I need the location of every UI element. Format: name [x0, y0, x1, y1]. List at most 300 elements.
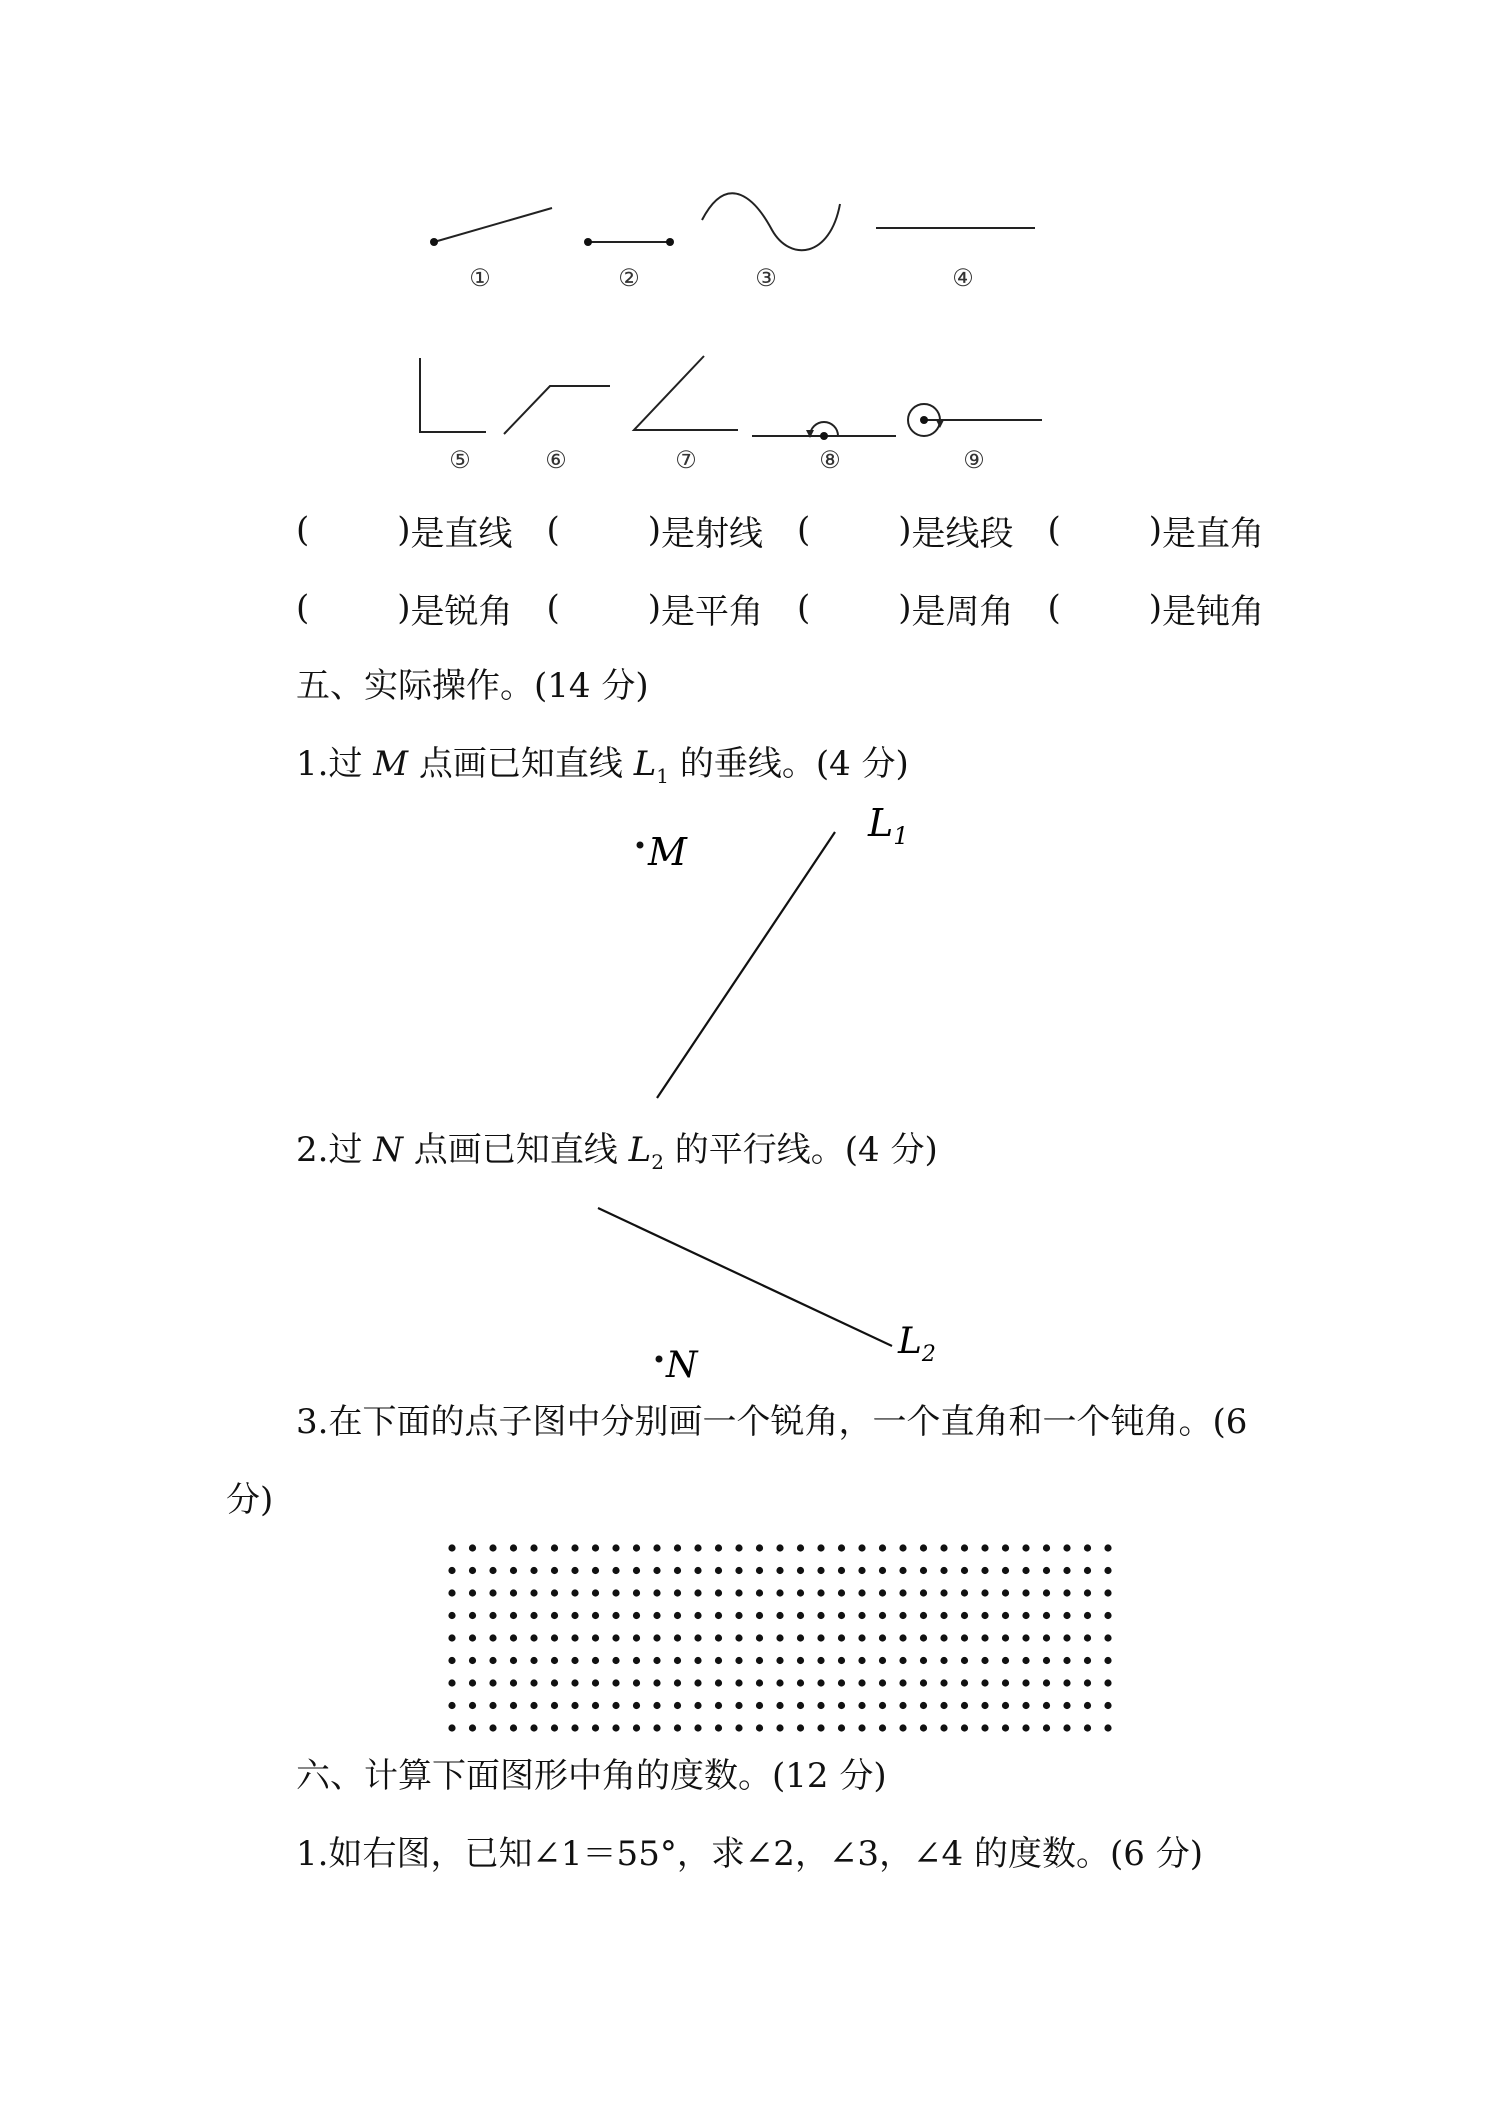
grid-dot[interactable] [694, 1544, 701, 1551]
grid-dot[interactable] [1022, 1567, 1029, 1574]
grid-dot[interactable] [510, 1612, 517, 1619]
grid-dot[interactable] [858, 1612, 865, 1619]
dot-grid[interactable] [440, 1540, 1120, 1740]
grid-dot[interactable] [797, 1612, 804, 1619]
grid-dot[interactable] [838, 1567, 845, 1574]
grid-dot[interactable] [858, 1634, 865, 1641]
grid-dot[interactable] [715, 1634, 722, 1641]
grid-dot[interactable] [1084, 1679, 1091, 1686]
grid-dot[interactable] [489, 1544, 496, 1551]
grid-dot[interactable] [838, 1702, 845, 1709]
grid-dot[interactable] [469, 1679, 476, 1686]
grid-dot[interactable] [920, 1702, 927, 1709]
grid-dot[interactable] [489, 1679, 496, 1686]
grid-dot[interactable] [489, 1612, 496, 1619]
grid-dot[interactable] [817, 1612, 824, 1619]
grid-dot[interactable] [756, 1589, 763, 1596]
grid-dot[interactable] [899, 1589, 906, 1596]
grid-dot[interactable] [1002, 1724, 1009, 1731]
grid-dot[interactable] [571, 1544, 578, 1551]
grid-dot[interactable] [776, 1679, 783, 1686]
grid-dot[interactable] [571, 1589, 578, 1596]
grid-dot[interactable] [674, 1679, 681, 1686]
grid-dot[interactable] [530, 1724, 537, 1731]
grid-dot[interactable] [817, 1657, 824, 1664]
grid-dot[interactable] [1063, 1724, 1070, 1731]
grid-dot[interactable] [510, 1657, 517, 1664]
grid-dot[interactable] [899, 1702, 906, 1709]
grid-dot[interactable] [940, 1589, 947, 1596]
grid-dot[interactable] [1104, 1612, 1111, 1619]
grid-dot[interactable] [879, 1567, 886, 1574]
grid-dot[interactable] [838, 1634, 845, 1641]
grid-dot[interactable] [981, 1567, 988, 1574]
grid-dot[interactable] [1022, 1544, 1029, 1551]
grid-dot[interactable] [510, 1589, 517, 1596]
grid-dot[interactable] [571, 1612, 578, 1619]
grid-dot[interactable] [899, 1544, 906, 1551]
grid-dot[interactable] [1084, 1702, 1091, 1709]
grid-dot[interactable] [653, 1612, 660, 1619]
grid-dot[interactable] [920, 1612, 927, 1619]
grid-dot[interactable] [489, 1634, 496, 1641]
grid-dot[interactable] [920, 1634, 927, 1641]
grid-dot[interactable] [735, 1567, 742, 1574]
grid-dot[interactable] [694, 1724, 701, 1731]
grid-dot[interactable] [510, 1634, 517, 1641]
grid-dot[interactable] [920, 1724, 927, 1731]
grid-dot[interactable] [510, 1702, 517, 1709]
grid-dot[interactable] [1043, 1724, 1050, 1731]
grid-dot[interactable] [940, 1634, 947, 1641]
grid-dot[interactable] [1043, 1702, 1050, 1709]
grid-dot[interactable] [551, 1657, 558, 1664]
grid-dot[interactable] [530, 1544, 537, 1551]
grid-dot[interactable] [469, 1544, 476, 1551]
grid-dot[interactable] [469, 1702, 476, 1709]
grid-dot[interactable] [674, 1724, 681, 1731]
grid-dot[interactable] [940, 1724, 947, 1731]
grid-dot[interactable] [940, 1657, 947, 1664]
grid-dot[interactable] [961, 1612, 968, 1619]
grid-dot[interactable] [756, 1544, 763, 1551]
grid-dot[interactable] [1043, 1544, 1050, 1551]
grid-dot[interactable] [612, 1657, 619, 1664]
grid-dot[interactable] [489, 1724, 496, 1731]
grid-dot[interactable] [961, 1634, 968, 1641]
grid-dot[interactable] [530, 1589, 537, 1596]
grid-dot[interactable] [817, 1634, 824, 1641]
grid-dot[interactable] [1104, 1724, 1111, 1731]
grid-dot[interactable] [920, 1657, 927, 1664]
grid-dot[interactable] [838, 1724, 845, 1731]
grid-dot[interactable] [838, 1612, 845, 1619]
grid-dot[interactable] [715, 1657, 722, 1664]
grid-dot[interactable] [592, 1544, 599, 1551]
grid-dot[interactable] [653, 1544, 660, 1551]
grid-dot[interactable] [715, 1589, 722, 1596]
grid-dot[interactable] [920, 1544, 927, 1551]
grid-dot[interactable] [1063, 1679, 1070, 1686]
grid-dot[interactable] [961, 1679, 968, 1686]
grid-dot[interactable] [715, 1724, 722, 1731]
grid-dot[interactable] [1063, 1544, 1070, 1551]
grid-dot[interactable] [530, 1612, 537, 1619]
grid-dot[interactable] [756, 1679, 763, 1686]
grid-dot[interactable] [592, 1679, 599, 1686]
grid-dot[interactable] [961, 1724, 968, 1731]
grid-dot[interactable] [633, 1544, 640, 1551]
grid-dot[interactable] [879, 1724, 886, 1731]
grid-dot[interactable] [858, 1657, 865, 1664]
grid-dot[interactable] [879, 1679, 886, 1686]
grid-dot[interactable] [551, 1612, 558, 1619]
grid-dot[interactable] [612, 1567, 619, 1574]
grid-dot[interactable] [735, 1634, 742, 1641]
grid-dot[interactable] [1043, 1679, 1050, 1686]
grid-dot[interactable] [879, 1702, 886, 1709]
grid-dot[interactable] [797, 1589, 804, 1596]
grid-dot[interactable] [817, 1679, 824, 1686]
grid-dot[interactable] [838, 1544, 845, 1551]
grid-dot[interactable] [776, 1544, 783, 1551]
grid-dot[interactable] [715, 1544, 722, 1551]
grid-dot[interactable] [1063, 1567, 1070, 1574]
grid-dot[interactable] [571, 1634, 578, 1641]
grid-dot[interactable] [920, 1567, 927, 1574]
grid-dot[interactable] [694, 1634, 701, 1641]
grid-dot[interactable] [530, 1679, 537, 1686]
grid-dot[interactable] [1022, 1634, 1029, 1641]
grid-dot[interactable] [510, 1679, 517, 1686]
grid-dot[interactable] [797, 1702, 804, 1709]
grid-dot[interactable] [551, 1724, 558, 1731]
grid-dot[interactable] [1002, 1544, 1009, 1551]
grid-dot[interactable] [899, 1612, 906, 1619]
grid-dot[interactable] [489, 1567, 496, 1574]
grid-dot[interactable] [612, 1612, 619, 1619]
grid-dot[interactable] [940, 1567, 947, 1574]
grid-dot[interactable] [817, 1589, 824, 1596]
grid-dot[interactable] [1063, 1589, 1070, 1596]
grid-dot[interactable] [735, 1657, 742, 1664]
grid-dot[interactable] [981, 1634, 988, 1641]
grid-dot[interactable] [530, 1657, 537, 1664]
grid-dot[interactable] [879, 1657, 886, 1664]
grid-dot[interactable] [858, 1679, 865, 1686]
grid-dot[interactable] [448, 1657, 455, 1664]
grid-dot[interactable] [694, 1702, 701, 1709]
grid-dot[interactable] [694, 1612, 701, 1619]
grid-dot[interactable] [592, 1702, 599, 1709]
grid-dot[interactable] [1063, 1702, 1070, 1709]
grid-dot[interactable] [1002, 1679, 1009, 1686]
grid-dot[interactable] [1104, 1567, 1111, 1574]
grid-dot[interactable] [510, 1567, 517, 1574]
grid-dot[interactable] [1104, 1657, 1111, 1664]
grid-dot[interactable] [694, 1589, 701, 1596]
grid-dot[interactable] [940, 1679, 947, 1686]
grid-dot[interactable] [1022, 1724, 1029, 1731]
grid-dot[interactable] [756, 1612, 763, 1619]
grid-dot[interactable] [940, 1544, 947, 1551]
grid-dot[interactable] [899, 1679, 906, 1686]
grid-dot[interactable] [448, 1544, 455, 1551]
grid-dot[interactable] [510, 1544, 517, 1551]
grid-dot[interactable] [612, 1589, 619, 1596]
grid-dot[interactable] [776, 1702, 783, 1709]
grid-dot[interactable] [1022, 1657, 1029, 1664]
grid-dot[interactable] [1084, 1544, 1091, 1551]
grid-dot[interactable] [1084, 1634, 1091, 1641]
grid-dot[interactable] [1084, 1657, 1091, 1664]
grid-dot[interactable] [961, 1567, 968, 1574]
grid-dot[interactable] [899, 1567, 906, 1574]
grid-dot[interactable] [858, 1702, 865, 1709]
grid-dot[interactable] [571, 1724, 578, 1731]
grid-dot[interactable] [653, 1679, 660, 1686]
grid-dot[interactable] [981, 1544, 988, 1551]
figure-label-4: ④ [952, 264, 974, 292]
grid-dot[interactable] [838, 1589, 845, 1596]
grid-dot[interactable] [653, 1589, 660, 1596]
grid-dot[interactable] [899, 1724, 906, 1731]
grid-dot[interactable] [1104, 1679, 1111, 1686]
grid-dot[interactable] [1002, 1657, 1009, 1664]
grid-dot[interactable] [1043, 1634, 1050, 1641]
grid-dot[interactable] [1063, 1612, 1070, 1619]
grid-dot[interactable] [592, 1724, 599, 1731]
grid-dot[interactable] [551, 1634, 558, 1641]
grid-dot[interactable] [961, 1657, 968, 1664]
grid-dot[interactable] [920, 1589, 927, 1596]
grid-dot[interactable] [797, 1544, 804, 1551]
grid-dot[interactable] [858, 1567, 865, 1574]
grid-dot[interactable] [817, 1544, 824, 1551]
grid-dot[interactable] [633, 1679, 640, 1686]
grid-dot[interactable] [1043, 1657, 1050, 1664]
grid-dot[interactable] [571, 1702, 578, 1709]
grid-dot[interactable] [797, 1567, 804, 1574]
grid-dot[interactable] [592, 1589, 599, 1596]
grid-dot[interactable] [797, 1657, 804, 1664]
grid-dot[interactable] [735, 1589, 742, 1596]
grid-dot[interactable] [776, 1589, 783, 1596]
grid-dot[interactable] [735, 1612, 742, 1619]
grid-dot[interactable] [653, 1724, 660, 1731]
grid-dot[interactable] [469, 1634, 476, 1641]
grid-dot[interactable] [592, 1612, 599, 1619]
grid-dot[interactable] [756, 1634, 763, 1641]
grid-dot[interactable] [633, 1702, 640, 1709]
grid-dot[interactable] [551, 1544, 558, 1551]
grid-dot[interactable] [1084, 1724, 1091, 1731]
grid-dot[interactable] [612, 1544, 619, 1551]
grid-dot[interactable] [1022, 1612, 1029, 1619]
grid-dot[interactable] [592, 1634, 599, 1641]
grid-dot[interactable] [715, 1679, 722, 1686]
grid-dot[interactable] [1002, 1589, 1009, 1596]
grid-dot[interactable] [715, 1702, 722, 1709]
grid-dot[interactable] [530, 1634, 537, 1641]
grid-dot[interactable] [612, 1634, 619, 1641]
grid-dot[interactable] [653, 1634, 660, 1641]
grid-dot[interactable] [735, 1702, 742, 1709]
grid-dot[interactable] [674, 1702, 681, 1709]
grid-dot[interactable] [756, 1724, 763, 1731]
grid-dot[interactable] [674, 1544, 681, 1551]
grid-dot[interactable] [448, 1567, 455, 1574]
grid-dot[interactable] [776, 1634, 783, 1641]
grid-dot[interactable] [981, 1589, 988, 1596]
grid-dot[interactable] [448, 1724, 455, 1731]
grid-dot[interactable] [653, 1702, 660, 1709]
grid-dot[interactable] [1043, 1567, 1050, 1574]
grid-dot[interactable] [551, 1679, 558, 1686]
grid-dot[interactable] [551, 1702, 558, 1709]
grid-dot[interactable] [961, 1589, 968, 1596]
grid-dot[interactable] [1084, 1567, 1091, 1574]
grid-dot[interactable] [633, 1634, 640, 1641]
grid-dot[interactable] [735, 1544, 742, 1551]
grid-dot[interactable] [530, 1567, 537, 1574]
grid-dot[interactable] [735, 1724, 742, 1731]
grid-dot[interactable] [1043, 1612, 1050, 1619]
grid-dot[interactable] [756, 1567, 763, 1574]
grid-dot[interactable] [1104, 1634, 1111, 1641]
grid-dot[interactable] [551, 1567, 558, 1574]
grid-dot[interactable] [817, 1567, 824, 1574]
grid-dot[interactable] [653, 1657, 660, 1664]
grid-dot[interactable] [469, 1612, 476, 1619]
grid-dot[interactable] [1022, 1589, 1029, 1596]
grid-dot[interactable] [571, 1679, 578, 1686]
grid-dot[interactable] [776, 1567, 783, 1574]
grid-dot[interactable] [489, 1589, 496, 1596]
grid-dot[interactable] [653, 1567, 660, 1574]
grid-dot[interactable] [674, 1634, 681, 1641]
grid-dot[interactable] [674, 1567, 681, 1574]
grid-dot[interactable] [797, 1634, 804, 1641]
grid-dot[interactable] [1002, 1634, 1009, 1641]
grid-dot[interactable] [1022, 1702, 1029, 1709]
grid-dot[interactable] [756, 1702, 763, 1709]
grid-dot[interactable] [448, 1679, 455, 1686]
grid-dot[interactable] [858, 1544, 865, 1551]
grid-dot[interactable] [940, 1612, 947, 1619]
grid-dot[interactable] [879, 1589, 886, 1596]
grid-dot[interactable] [715, 1567, 722, 1574]
grid-dot[interactable] [592, 1567, 599, 1574]
grid-dot[interactable] [735, 1679, 742, 1686]
grid-dot[interactable] [981, 1724, 988, 1731]
grid-dot[interactable] [776, 1657, 783, 1664]
grid-dot[interactable] [1022, 1679, 1029, 1686]
grid-dot[interactable] [530, 1702, 537, 1709]
grid-dot[interactable] [674, 1589, 681, 1596]
grid-dot[interactable] [1002, 1567, 1009, 1574]
grid-dot[interactable] [489, 1657, 496, 1664]
grid-dot[interactable] [981, 1702, 988, 1709]
grid-dot[interactable] [797, 1679, 804, 1686]
grid-dot[interactable] [879, 1634, 886, 1641]
grid-dot[interactable] [817, 1702, 824, 1709]
grid-dot[interactable] [469, 1589, 476, 1596]
grid-dot[interactable] [551, 1589, 558, 1596]
grid-dot[interactable] [981, 1612, 988, 1619]
grid-dot[interactable] [469, 1567, 476, 1574]
grid-dot[interactable] [879, 1544, 886, 1551]
grid-dot[interactable] [694, 1567, 701, 1574]
paren-open: ( [546, 588, 560, 628]
grid-dot[interactable] [899, 1634, 906, 1641]
grid-dot[interactable] [612, 1679, 619, 1686]
grid-dot[interactable] [633, 1567, 640, 1574]
grid-dot[interactable] [571, 1567, 578, 1574]
grid-dot[interactable] [838, 1679, 845, 1686]
grid-dot[interactable] [633, 1589, 640, 1596]
grid-dot[interactable] [1084, 1589, 1091, 1596]
grid-dot[interactable] [448, 1702, 455, 1709]
grid-dot[interactable] [858, 1589, 865, 1596]
grid-dot[interactable] [571, 1657, 578, 1664]
grid-dot[interactable] [1104, 1544, 1111, 1551]
grid-dot[interactable] [1063, 1657, 1070, 1664]
grid-dot[interactable] [612, 1724, 619, 1731]
grid-dot[interactable] [1002, 1702, 1009, 1709]
grid-dot[interactable] [448, 1634, 455, 1641]
grid-dot[interactable] [1002, 1612, 1009, 1619]
grid-dot[interactable] [1063, 1634, 1070, 1641]
grid-dot[interactable] [838, 1657, 845, 1664]
grid-dot[interactable] [1043, 1589, 1050, 1596]
grid-dot[interactable] [797, 1724, 804, 1731]
grid-dot[interactable] [879, 1612, 886, 1619]
grid-dot[interactable] [674, 1612, 681, 1619]
grid-dot[interactable] [776, 1724, 783, 1731]
grid-dot[interactable] [940, 1702, 947, 1709]
grid-dot[interactable] [510, 1724, 517, 1731]
grid-dot[interactable] [633, 1657, 640, 1664]
grid-dot[interactable] [920, 1679, 927, 1686]
grid-dot[interactable] [633, 1612, 640, 1619]
grid-dot[interactable] [674, 1657, 681, 1664]
grid-dot[interactable] [489, 1702, 496, 1709]
grid-dot[interactable] [981, 1657, 988, 1664]
grid-dot[interactable] [612, 1702, 619, 1709]
grid-dot[interactable] [981, 1679, 988, 1686]
grid-dot[interactable] [899, 1657, 906, 1664]
grid-dot[interactable] [694, 1657, 701, 1664]
grid-dot[interactable] [756, 1657, 763, 1664]
grid-dot[interactable] [694, 1679, 701, 1686]
grid-dot[interactable] [858, 1724, 865, 1731]
grid-dot[interactable] [633, 1724, 640, 1731]
grid-dot[interactable] [1104, 1702, 1111, 1709]
grid-dot[interactable] [448, 1589, 455, 1596]
grid-dot[interactable] [448, 1612, 455, 1619]
grid-dot[interactable] [715, 1612, 722, 1619]
grid-dot[interactable] [469, 1657, 476, 1664]
grid-dot[interactable] [1104, 1589, 1111, 1596]
grid-dot[interactable] [961, 1702, 968, 1709]
grid-dot[interactable] [776, 1612, 783, 1619]
grid-dot[interactable] [592, 1657, 599, 1664]
grid-dot[interactable] [1084, 1612, 1091, 1619]
grid-dot[interactable] [961, 1544, 968, 1551]
grid-dot[interactable] [817, 1724, 824, 1731]
grid-dot[interactable] [469, 1724, 476, 1731]
